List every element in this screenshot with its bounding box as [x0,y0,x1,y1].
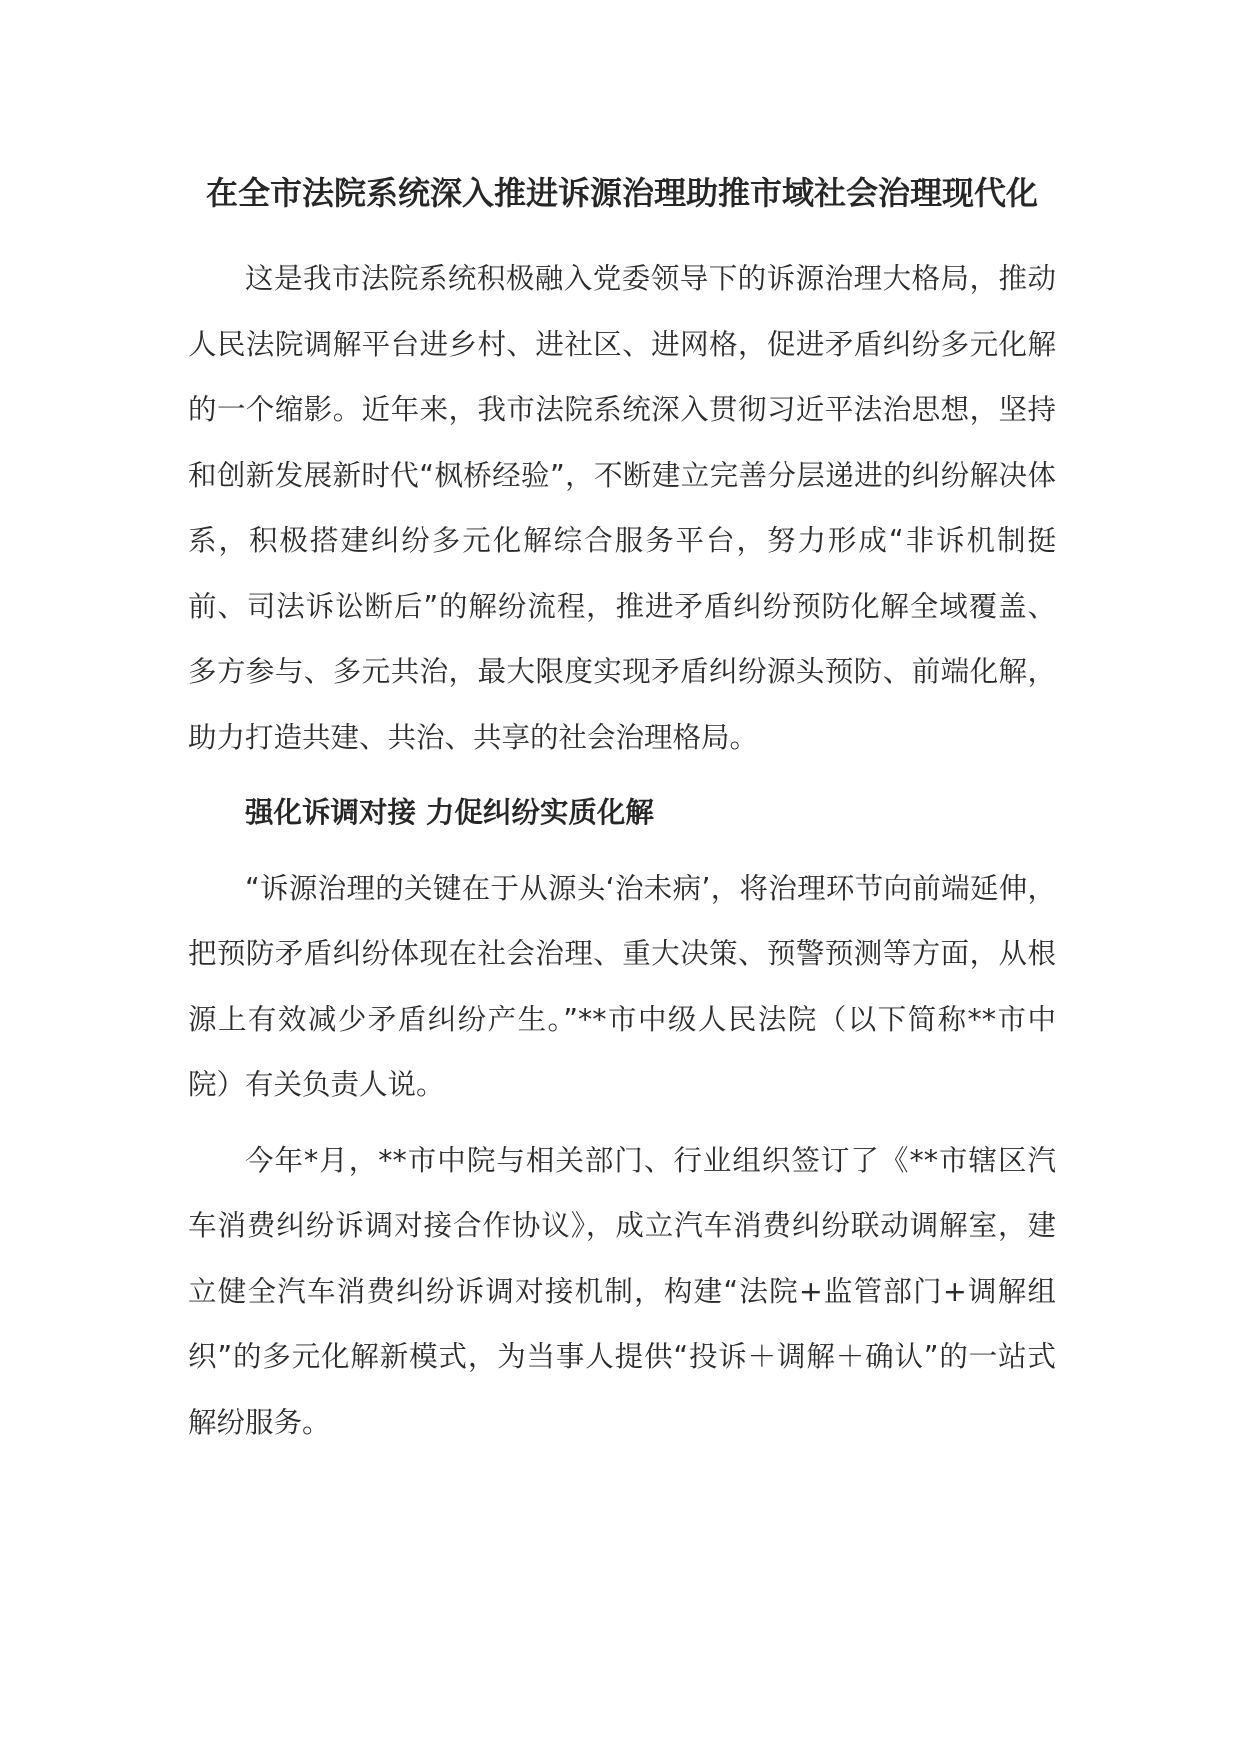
section-heading: 强化诉调对接 力促纠纷实质化解 [245,796,654,829]
document-page [188,160,1056,1455]
document-body [188,246,1056,1455]
section-paragraph-2: 今年*月，**市中院与相关部门、行业组织签订了《**市辖区汽车消费纠纷诉调对接合作协议》，成立汽车消费纠纷联动调解室，建立健全汽车消费纠纷诉调对接机制，构建“法院+监管部门+调解组织”的多元化解新模式，为当事人提供“投诉＋调解＋确认”的一站式解纷服务。 [188,1143,1056,1439]
document-title: 在全市法院系统深入推进诉源治理助推市域社会治理现代化 [205,174,1038,212]
intro-paragraph: 这是我市法院系统积极融入党委领导下的诉源治理大格局，推动人民法院调解平台进乡村、进社区、进网格，促进矛盾纠纷多元化解的一个缩影。近年来，我市法院系统深入贯彻习近平法治思想，坚持和创新发展新时代“枫桥经验”，不断建立完善分层递进的纠纷解决体系，积极搭建纠纷多元化解综合服务平台，努力形成“非诉机制挺前、司法诉讼断后”的解纷流程，推进矛盾纠纷预防化解全域覆盖、多方参与、多元共治，最大限度实现矛盾纠纷源头预防、前端化解，助力打造共建、共治、共享的社会治理格局。 [188,262,1056,754]
section-paragraph-1: “诉源治理的关键在于从源头‘治未病’，将治理环节向前端延伸，把预防矛盾纠纷体现在社会治理、重大决策、预警预测等方面，从根源上有效减少矛盾纠纷产生。”**市中级人民法院（以下简称**市中院）有关负责人说。 [188,871,1056,1101]
